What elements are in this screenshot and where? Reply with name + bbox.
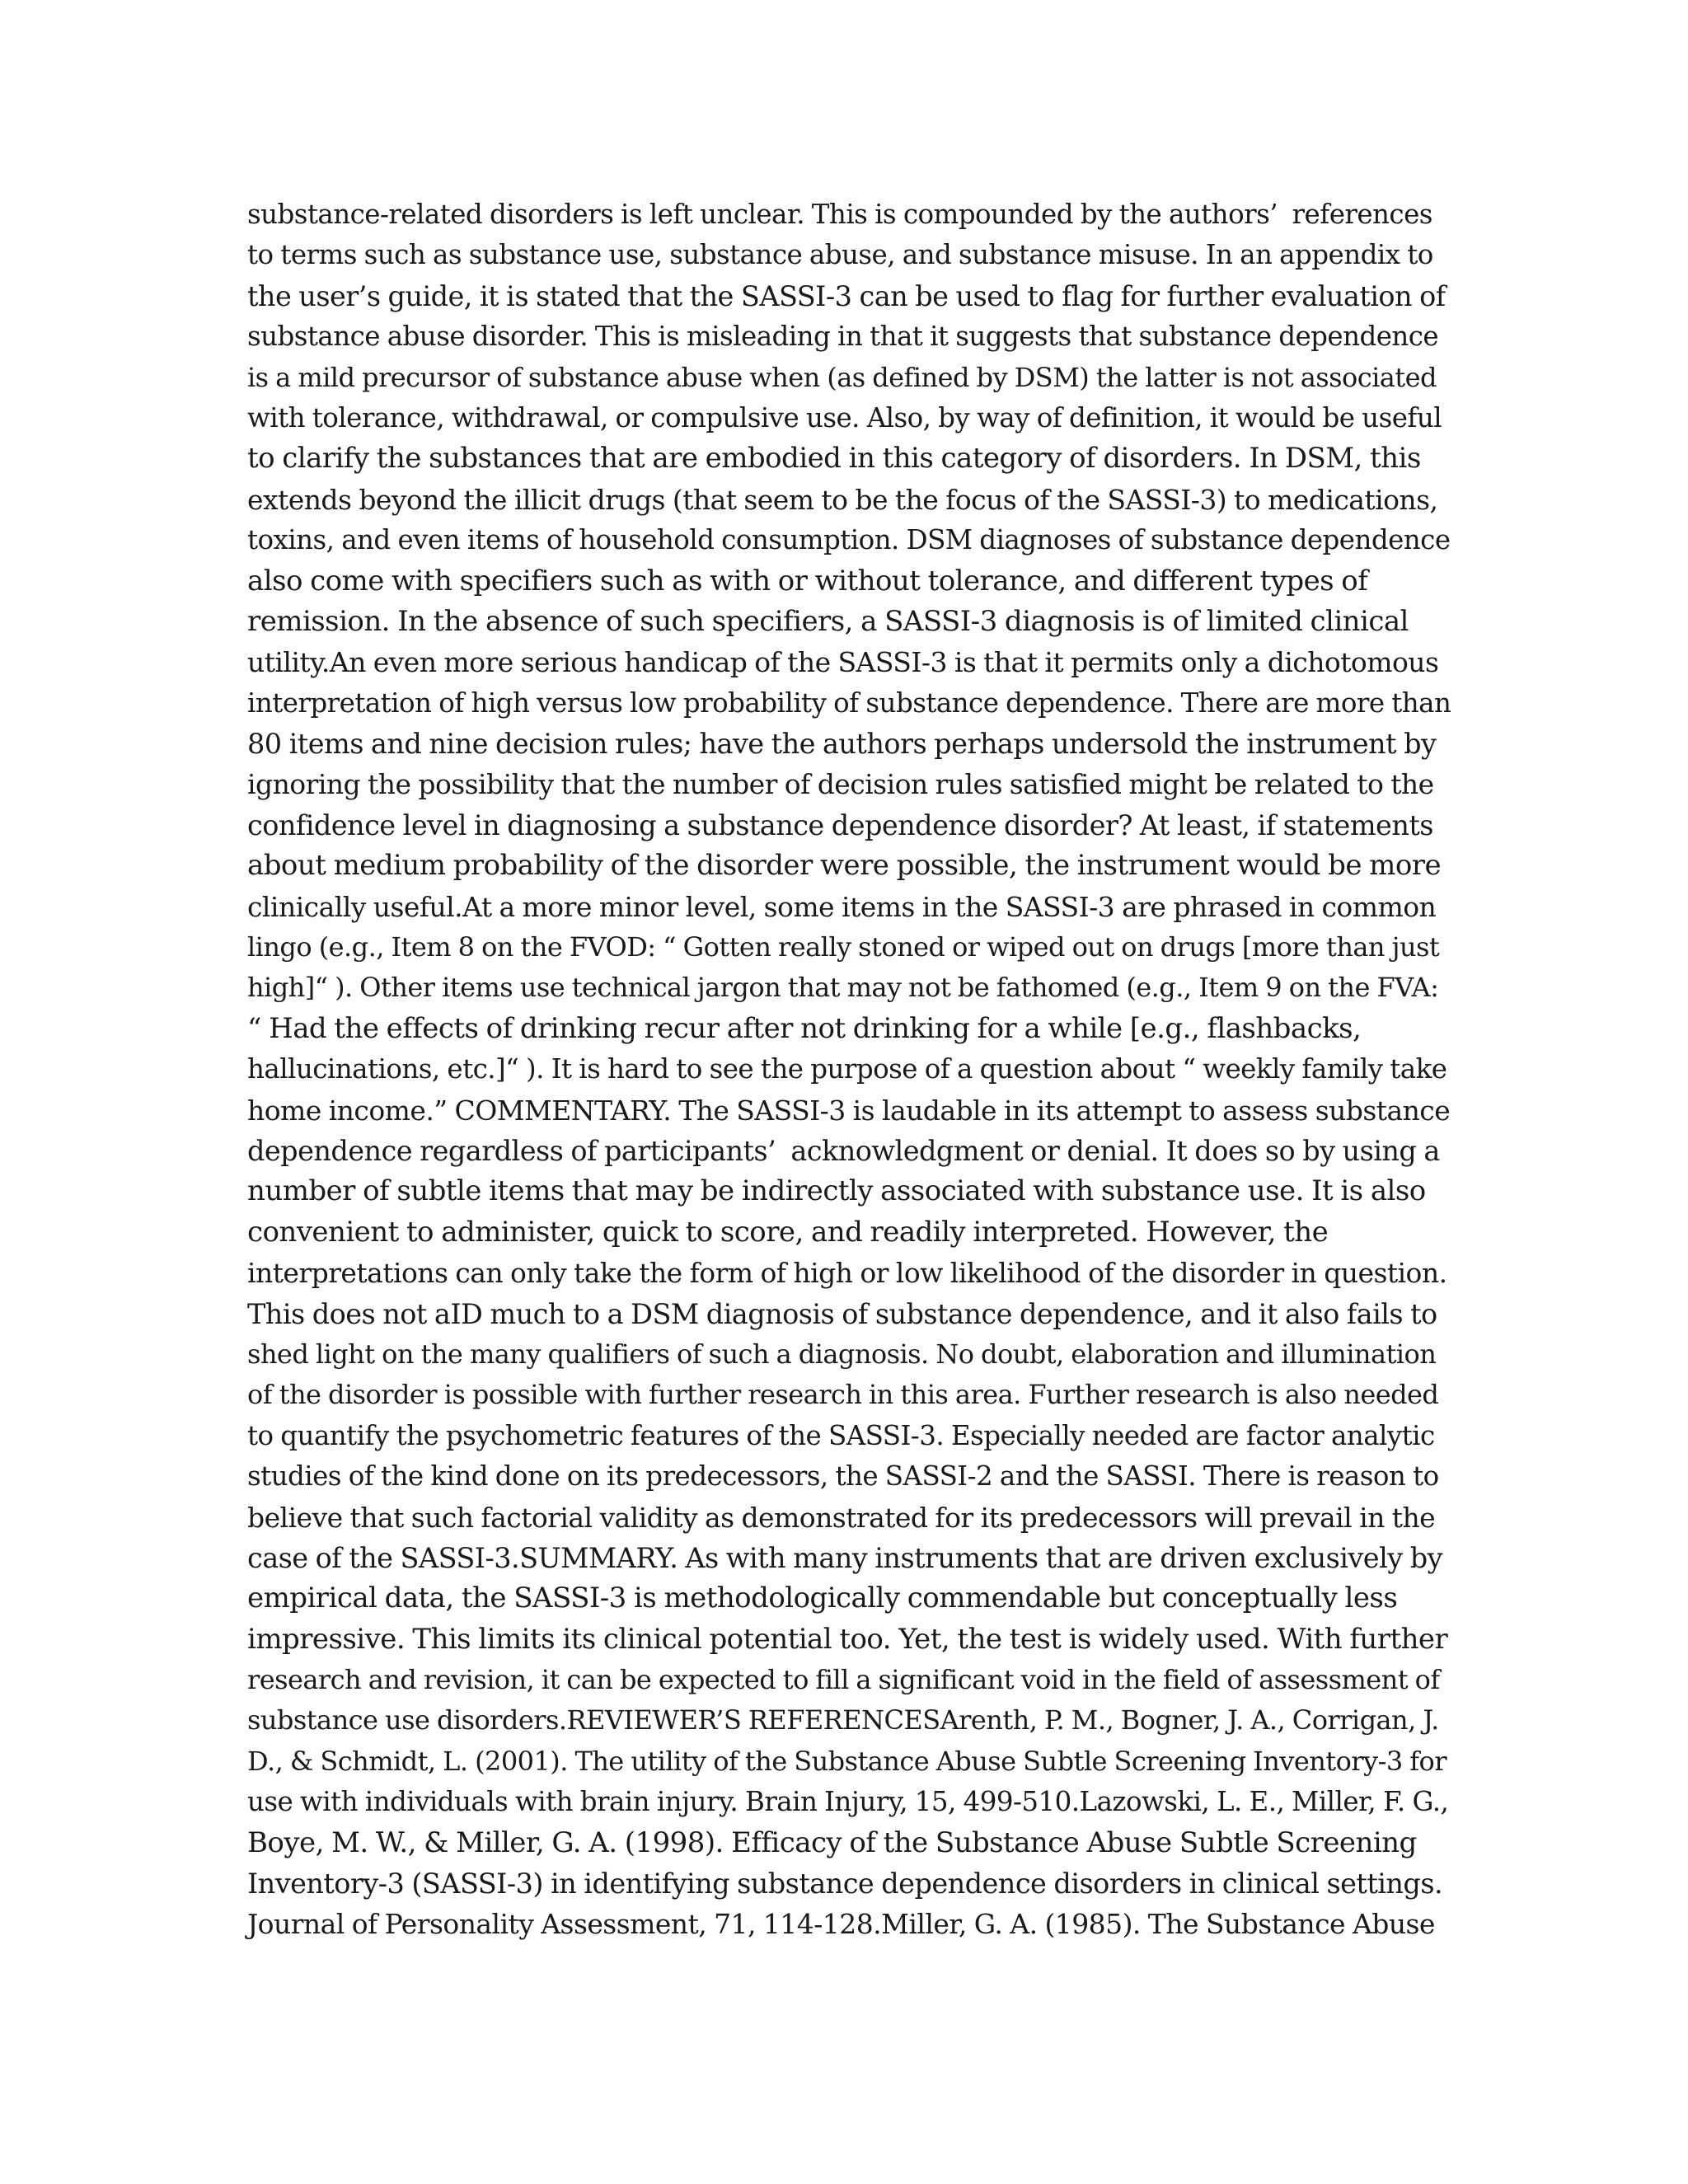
text-line: convenient to administer, quick to score, and readily interpreted. However, the bbox=[247, 1215, 1329, 1249]
text-line: dependence regardless of participants’ acknowledgment or denial. It does so by using a bbox=[247, 1134, 1440, 1167]
text-line: use with individuals with brain injury. Brain Injury, 15, 499-510.Lazowski, L. E., Miller, F. G., bbox=[247, 1786, 1449, 1818]
text-line: shed light on the many qualifiers of such a diagnosis. No doubt, elaboration and illumination bbox=[247, 1338, 1437, 1370]
text-line: Boye, M. W., & Miller, G. A. (1998). Efficacy of the Substance Abuse Subtle Screening bbox=[247, 1825, 1417, 1859]
text-line: “ Had the effects of drinking recur after not drinking for a while [e.g., flashbacks, bbox=[247, 1011, 1362, 1045]
text-line: case of the SASSI-3.SUMMARY. As with many instruments that are driven exclusively by bbox=[247, 1541, 1442, 1574]
text-line: extends beyond the illicit drugs (that seem to be the focus of the SASSI-3) to medications, bbox=[247, 483, 1438, 516]
text-line: lingo (e.g., Item 8 on the FVOD: “ Gotten really stoned or wiped out on drugs [more than just bbox=[247, 931, 1440, 963]
text-line: substance use disorders.REVIEWER’S REFERENCESArenth, P. M., Bogner, J. A., Corrigan, J. bbox=[247, 1704, 1439, 1736]
text-line: the user’s guide, it is stated that the SASSI-3 can be used to flag for further evaluation of bbox=[247, 279, 1446, 312]
text-line: high]“ ). Other items use technical jargon that may not be fathomed (e.g., Item 9 on the FVA: bbox=[247, 972, 1439, 1004]
text-line: believe that such factorial validity as demonstrated for its predecessors will prevail in the bbox=[247, 1501, 1436, 1534]
text-line: This does not aID much to a DSM diagnosis of substance dependence, and it also fails to bbox=[247, 1297, 1437, 1330]
text-line: interpretation of high versus low probability of substance dependence. There are more than bbox=[247, 687, 1451, 719]
text-line: to clarify the substances that are embodied in this category of disorders. In DSM, this bbox=[247, 442, 1421, 476]
text-line: studies of the kind done on its predecessors, the SASSI-2 and the SASSI. There is reason to bbox=[247, 1460, 1439, 1493]
text-line: impressive. This limits its clinical potential too. Yet, the test is widely used. With further bbox=[247, 1622, 1448, 1656]
text-line: substance abuse disorder. This is misleading in that it suggests that substance dependence bbox=[247, 321, 1439, 353]
text-line: with tolerance, withdrawal, or compulsive use. Also, by way of definition, it would be useful bbox=[247, 401, 1442, 434]
text-line: empirical data, the SASSI-3 is methodologically commendable but conceptually less bbox=[247, 1582, 1398, 1615]
text-line: interpretations can only take the form of high or low likelihood of the disorder in question. bbox=[247, 1257, 1447, 1290]
text-line: hallucinations, etc.]“ ). It is hard to see the purpose of a question about “ weekly family take bbox=[247, 1053, 1447, 1085]
text-line: is a mild precursor of substance abuse when (as defined by DSM) the latter is not associated bbox=[247, 361, 1437, 393]
text-line: also come with specifiers such as with or without tolerance, and different types of bbox=[247, 564, 1368, 598]
text-line: remission. In the absence of such specifiers, a SASSI-3 diagnosis is of limited clinical bbox=[247, 604, 1409, 638]
text-line: D., & Schmidt, L. (2001). The utility of the Substance Abuse Subtle Screening Inventory-3 for bbox=[247, 1745, 1447, 1777]
text-line: utility.An even more serious handicap of the SASSI-3 is that it permits only a dichotomous bbox=[247, 646, 1439, 679]
text-line: Inventory-3 (SASSI-3) in identifying substance dependence disorders in clinical settings. bbox=[247, 1868, 1443, 1900]
text-line: clinically useful.At a more minor level, some items in the SASSI-3 are phrased in common bbox=[247, 890, 1437, 923]
text-line: substance-related disorders is left unclear. This is compounded by the authors’ references bbox=[247, 199, 1432, 230]
text-line: about medium probability of the disorder were possible, the instrument would be more bbox=[247, 849, 1442, 883]
text-line: confidence level in diagnosing a substance dependence disorder? At least, if statements bbox=[247, 808, 1433, 841]
text-line: of the disorder is possible with further research in this area. Further research is also needed bbox=[247, 1379, 1439, 1411]
body-text bbox=[247, 194, 1451, 1945]
text-line: number of subtle items that may be indirectly associated with substance use. It is also bbox=[247, 1174, 1426, 1208]
text-line: Journal of Personality Assessment, 71, 114-128.Miller, G. A. (1985). The Substance Abuse bbox=[247, 1908, 1435, 1941]
text-line: home income.” COMMENTARY. The SASSI-3 is laudable in its attempt to assess substance bbox=[247, 1094, 1451, 1127]
text-line: toxins, and even items of household consumption. DSM diagnoses of substance dependence bbox=[247, 524, 1451, 556]
text-line: to terms such as substance use, substance abuse, and substance misuse. In an appendix to bbox=[247, 239, 1433, 271]
text-line: ignoring the possibility that the number of decision rules satisfied might be related to the bbox=[247, 768, 1434, 801]
text-line: 80 items and nine decision rules; have the authors perhaps undersold the instrument by bbox=[247, 728, 1437, 761]
text-line: research and revision, it can be expected to fill a significant void in the field of assessment of bbox=[247, 1664, 1440, 1696]
text-line: to quantify the psychometric features of the SASSI-3. Especially needed are factor analytic bbox=[247, 1419, 1435, 1451]
